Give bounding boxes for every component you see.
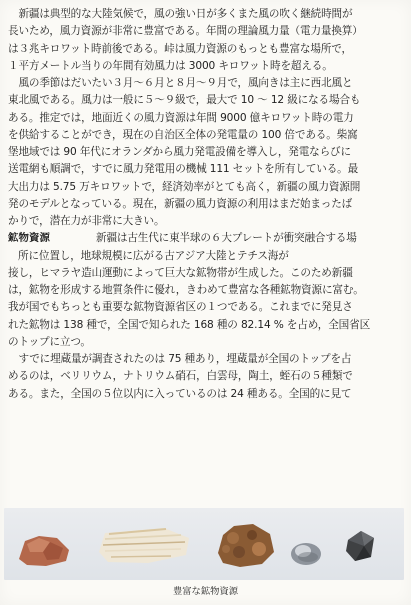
text-line: 接し，ヒマラヤ造山運動によって巨大な鉱物帯が生成した。このため新疆 bbox=[8, 266, 353, 279]
text-line: 所に位置し，地球規模に広がる古アジア大陸とテチス海が bbox=[18, 249, 289, 262]
text-line: すでに埋蔵量が調査されたのは 75 種あり，埋蔵量が全国のトップを占 bbox=[8, 353, 352, 365]
text-line: めるのは，ベリリウム，ナトリウム硝石，白雲母，陶土，蛭石の５種類で bbox=[8, 370, 353, 383]
text-line: 送電網も順調で，すでに風力発電用の機械 111 セットを所有している。最 bbox=[8, 163, 359, 176]
white-striped-mineral-icon bbox=[93, 524, 195, 566]
text-line: 新疆は典型的な大陸気候で，風の強い日が多くまた風の吹く継続時間が bbox=[8, 8, 353, 20]
paragraph-wind-2 bbox=[8, 75, 400, 230]
text-line: 新疆は古生代に東半球の６大プレートが衝突融合する場 bbox=[96, 232, 357, 245]
main-text bbox=[8, 6, 400, 403]
text-line: 大出力は 5.75 万キロワットで，経済効率がとても高く，新疆の風力資源開 bbox=[8, 180, 361, 193]
text-line: かりで，潜在力が非常に大きい。 bbox=[8, 215, 165, 227]
dark-crystal-icon bbox=[340, 526, 380, 566]
paragraph-wind-1 bbox=[8, 6, 400, 75]
reddish-mineral-chunk-icon bbox=[15, 530, 73, 568]
section-title: 鉱物資源 bbox=[8, 232, 50, 245]
text-line: 東北風である。風力は一般に５～９級で，最大で 10 ～ 12 級になる場合も bbox=[8, 94, 361, 107]
text-line: のトップに立つ。 bbox=[8, 335, 91, 348]
text-line: を供給することができ，現在の自治区全体の発電量の 100 倍である。柴窩 bbox=[8, 128, 358, 141]
text-line: 我が国でもちっとも重要な鉱物資源省区の１つである。これまでに発見さ bbox=[8, 301, 353, 314]
text-line: 発のモデルとなっている。現在，新疆の風力資源の利用はまだ始まったば bbox=[8, 197, 353, 210]
text-line: ある。推定では，地面近くの風力資源は年間 9000 億キロワット時の電力 bbox=[8, 111, 354, 124]
metallic-sphere-icon bbox=[286, 538, 326, 566]
text-line: 長いため，風力資源が非常に豊富である。年間の理論風力量（電力量換算） bbox=[8, 25, 363, 38]
paragraph-reserves bbox=[8, 351, 400, 403]
text-line: ある。また，全国の５位以内に入っているのは 24 種ある。全国的に見て bbox=[8, 387, 352, 400]
text-line: れた鉱物は 138 種で，全国で知られた 168 種の 82.14 % を占め，全国省区 bbox=[8, 318, 371, 331]
mineral-section bbox=[8, 230, 400, 351]
section-heading-row bbox=[8, 230, 400, 247]
image-caption: 豊富な鉱物資源 bbox=[172, 586, 239, 597]
text-line: は３兆キロワット時前後である。峠は風力資源のもっとも豊富な場所で， bbox=[8, 42, 352, 55]
text-line: は，鉱物を形成する地質条件に優れ，きわめて豊富な各種鉱物資源に富む。 bbox=[8, 284, 364, 296]
text-line: １平方メートル当りの年間有効風力は 3000 キロワット時を超える。 bbox=[8, 59, 333, 72]
brown-ore-nugget-icon bbox=[210, 519, 280, 571]
text-line: 堡地域では 90 年代にオランダから風力発電設備を導入し，発電ならびに bbox=[8, 146, 351, 158]
text-line: 風の季節はだいたい３月～６月と８月～９月で，風向きは主に西北風と bbox=[8, 77, 353, 89]
mineral-photo bbox=[4, 508, 404, 580]
